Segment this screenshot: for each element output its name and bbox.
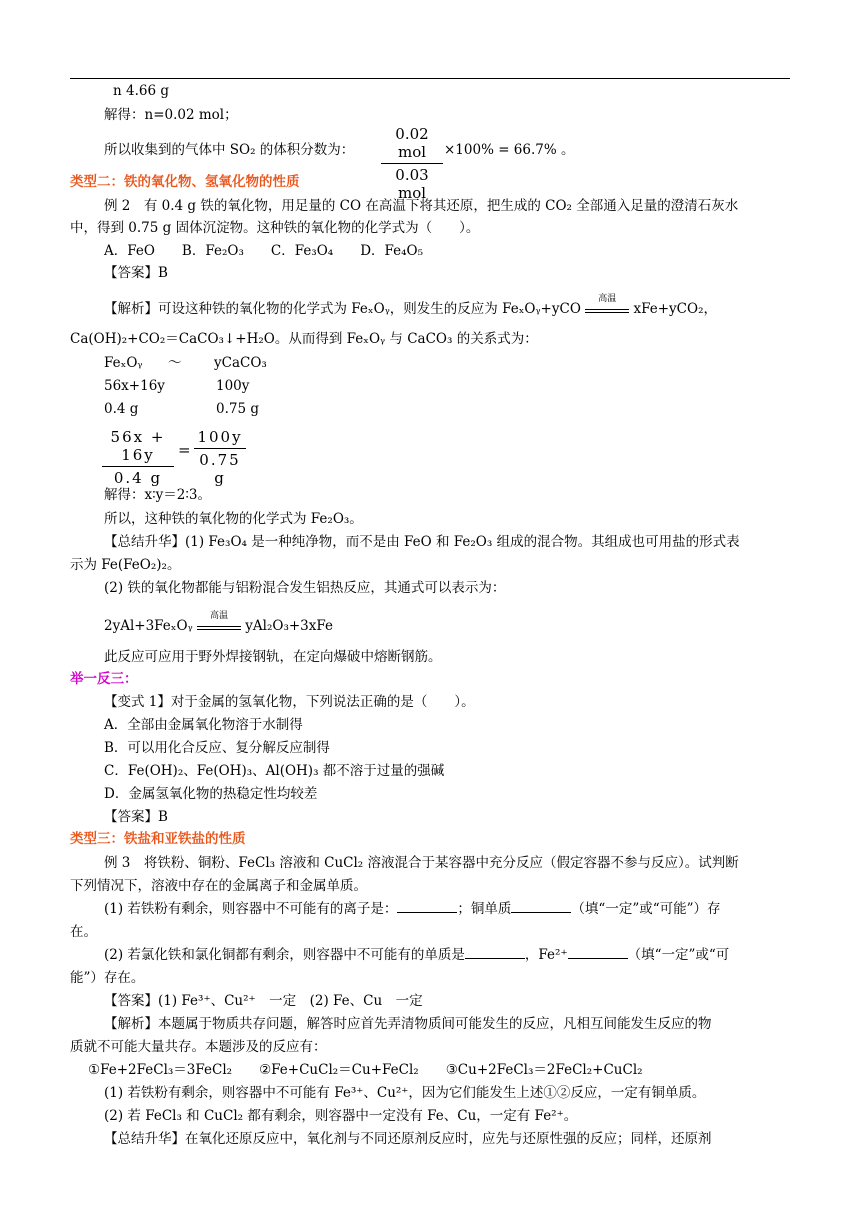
text-span: （填“一定”或“可: [627, 947, 730, 963]
text-line: 【答案】(1) Fe³⁺、Cu²⁺ 一定 (2) Fe、Cu 一定: [104, 993, 423, 1009]
condition-label: 高温: [598, 293, 617, 304]
text-line: 例 2 有 0.4 g 铁的氧化物，用足量的 CO 在高温下将其还原，把生成的 CO₂ 全部通入足量的澄清石灰水: [104, 198, 739, 214]
text-line: 下列情况下，溶液中存在的金属离子和金属单质。: [70, 878, 367, 894]
section-heading: 举一反三：: [70, 671, 138, 687]
text-line: 例 3 将铁粉、铜粉、FeCl₃ 溶液和 CuCl₂ 溶液混合于某容器中充分反应（假定容器不参与反应）。试判断: [104, 855, 739, 871]
equilibrium-arrow: [197, 610, 241, 636]
text-line: yCaCO₃: [214, 355, 267, 371]
text-line: ～: [168, 355, 182, 371]
text-line: 解得：n=0.02 mol；: [104, 107, 238, 123]
text-line: 所以收集到的气体中 SO₂ 的体积分数为：: [104, 142, 355, 158]
text-line: 【答案】B: [104, 809, 168, 825]
text-span: ，Fe²⁺: [524, 947, 568, 963]
text-line: (1) 若铁粉有剩余，则容器中不可能有 Fe³⁺、Cu²⁺，因为它们能发生上述①②反应，一定有铜单质。: [104, 1085, 706, 1101]
text-line: D．金属氢氧化物的热稳定性均较差: [104, 786, 318, 802]
text-line: 解得：x∶y＝2∶3。: [104, 487, 211, 503]
fraction-numerator: 100y: [197, 428, 243, 446]
text-span: （填“一定”或“可能”）存: [571, 901, 721, 917]
answer-blank: [397, 900, 457, 913]
text-line: 56x+16y: [104, 378, 165, 394]
text-line: ①Fe+2FeCl₃＝3FeCl₂ ②Fe+CuCl₂＝Cu+FeCl₂ ③Cu+2FeCl₃＝2FeCl₂+CuCl₂: [88, 1062, 643, 1078]
text-line: 100y: [216, 378, 250, 394]
fraction-denominator: 0.4 g: [113, 469, 163, 487]
answer-blank: [568, 946, 628, 959]
text-line: (2) 铁的氧化物都能与铝粉混合发生铝热反应，其通式可以表示为：: [104, 580, 506, 596]
text-span: 【解析】可设这种铁的氧化物的化学式为 FeₓOᵧ，则发生的反应为 FeₓOᵧ+yCO: [104, 301, 581, 317]
text-line: [104, 900, 721, 918]
text-line: 0.4 g: [104, 401, 139, 417]
text-line: 质就不可能大量共存。本题涉及的反应有：: [70, 1039, 327, 1055]
equilibrium-arrow: [585, 293, 629, 319]
text-line: 【变式 1】对于金属的氢氧化物，下列说法正确的是（ ）。: [104, 694, 475, 710]
answer-blank: [511, 900, 571, 913]
fraction: [194, 428, 246, 487]
fraction: [381, 125, 443, 202]
fraction-denominator: 0.75 g: [199, 451, 241, 487]
fraction-bar: [381, 163, 443, 164]
text-line: Ca(OH)₂+CO₂＝CaCO₃↓+H₂O。从而得到 FeₓOᵧ 与 CaCO₃ 的关系式为：: [70, 331, 538, 347]
text-span: (2) 若氯化铁和氯化铜都有剩余，则容器中不可能有的单质是: [104, 947, 465, 963]
text-span: (1) 若铁粉有剩余，则容器中不可能有的离子是：: [104, 901, 398, 917]
fraction-denominator: 0.03 mol: [395, 166, 429, 202]
fraction-bar: [194, 448, 246, 449]
text-line: FeₓOᵧ: [104, 355, 143, 371]
text-line: 0.75 g: [216, 401, 259, 417]
fraction-numerator: 56x + 16y: [110, 428, 166, 464]
text-line: A．FeO B．Fe₂O₃ C．Fe₃O₄ D．Fe₄O₅: [104, 243, 424, 259]
section-heading: 类型二：铁的氧化物、氢氧化物的性质: [70, 174, 300, 190]
equals-sign: =: [178, 441, 191, 459]
text-line: 能”）存在。: [70, 970, 145, 986]
condition-label: 高温: [209, 610, 228, 621]
text-line: A．全部由金属氧化物溶于水制得: [104, 717, 303, 733]
text-span: xFe+yCO₂，: [633, 301, 717, 317]
text-line: [104, 293, 717, 319]
text-line: 【总结升华】在氧化还原反应中，氧化剂与不同还原剂反应时，应先与还原性强的反应；同样，还原剂: [104, 1131, 712, 1147]
answer-blank: [465, 946, 525, 959]
text-line: 示为 Fe(FeO₂)₂。: [70, 557, 181, 573]
text-line: ×100% = 66.7% 。: [444, 142, 575, 158]
section-heading: 类型三：铁盐和亚铁盐的性质: [70, 831, 246, 847]
text-line: 【总结升华】(1) Fe₃O₄ 是一种纯净物，而不是由 FeO 和 Fe₂O₃ 组成的混合物。其组成也可用盐的形式表: [104, 534, 740, 550]
text-line: 所以，这种铁的氧化物的化学式为 Fe₂O₃。: [104, 511, 363, 527]
text-span: yAl₂O₃+3xFe: [245, 618, 333, 634]
text-line: B．可以用化合反应、复分解反应制得: [104, 740, 330, 756]
text-line: n 4.66 g: [113, 83, 169, 99]
fraction: [102, 428, 174, 487]
text-span: ；铜单质: [457, 901, 512, 917]
fraction-bar: [102, 466, 174, 467]
text-line: (2) 若 FeCl₃ 和 CuCl₂ 都有剩余，则容器中一定没有 Fe、Cu，一定有 Fe²⁺。: [104, 1108, 578, 1124]
text-line: [104, 946, 729, 964]
text-line: 中，得到 0.75 g 固体沉淀物。这种铁的氧化物的化学式为（ ）。: [70, 220, 480, 236]
text-line: C．Fe(OH)₂、Fe(OH)₃、Al(OH)₃ 都不溶于过量的强碱: [104, 763, 445, 779]
text-line: 此反应可应用于野外焊接钢轨，在定向爆破中熔断钢筋。: [104, 649, 442, 665]
fraction-numerator: 0.02 mol: [395, 125, 429, 161]
text-span: 2yAl+3FeₓOᵧ: [104, 618, 193, 634]
text-line: 在。: [70, 924, 97, 940]
text-line: [104, 610, 333, 636]
header-rule: [70, 78, 790, 79]
text-line: 【解析】本题属于物质共存问题，解答时应首先弄清物质间可能发生的反应，凡相互间能发生反应的物: [104, 1016, 712, 1032]
text-line: 【答案】B: [104, 265, 168, 281]
